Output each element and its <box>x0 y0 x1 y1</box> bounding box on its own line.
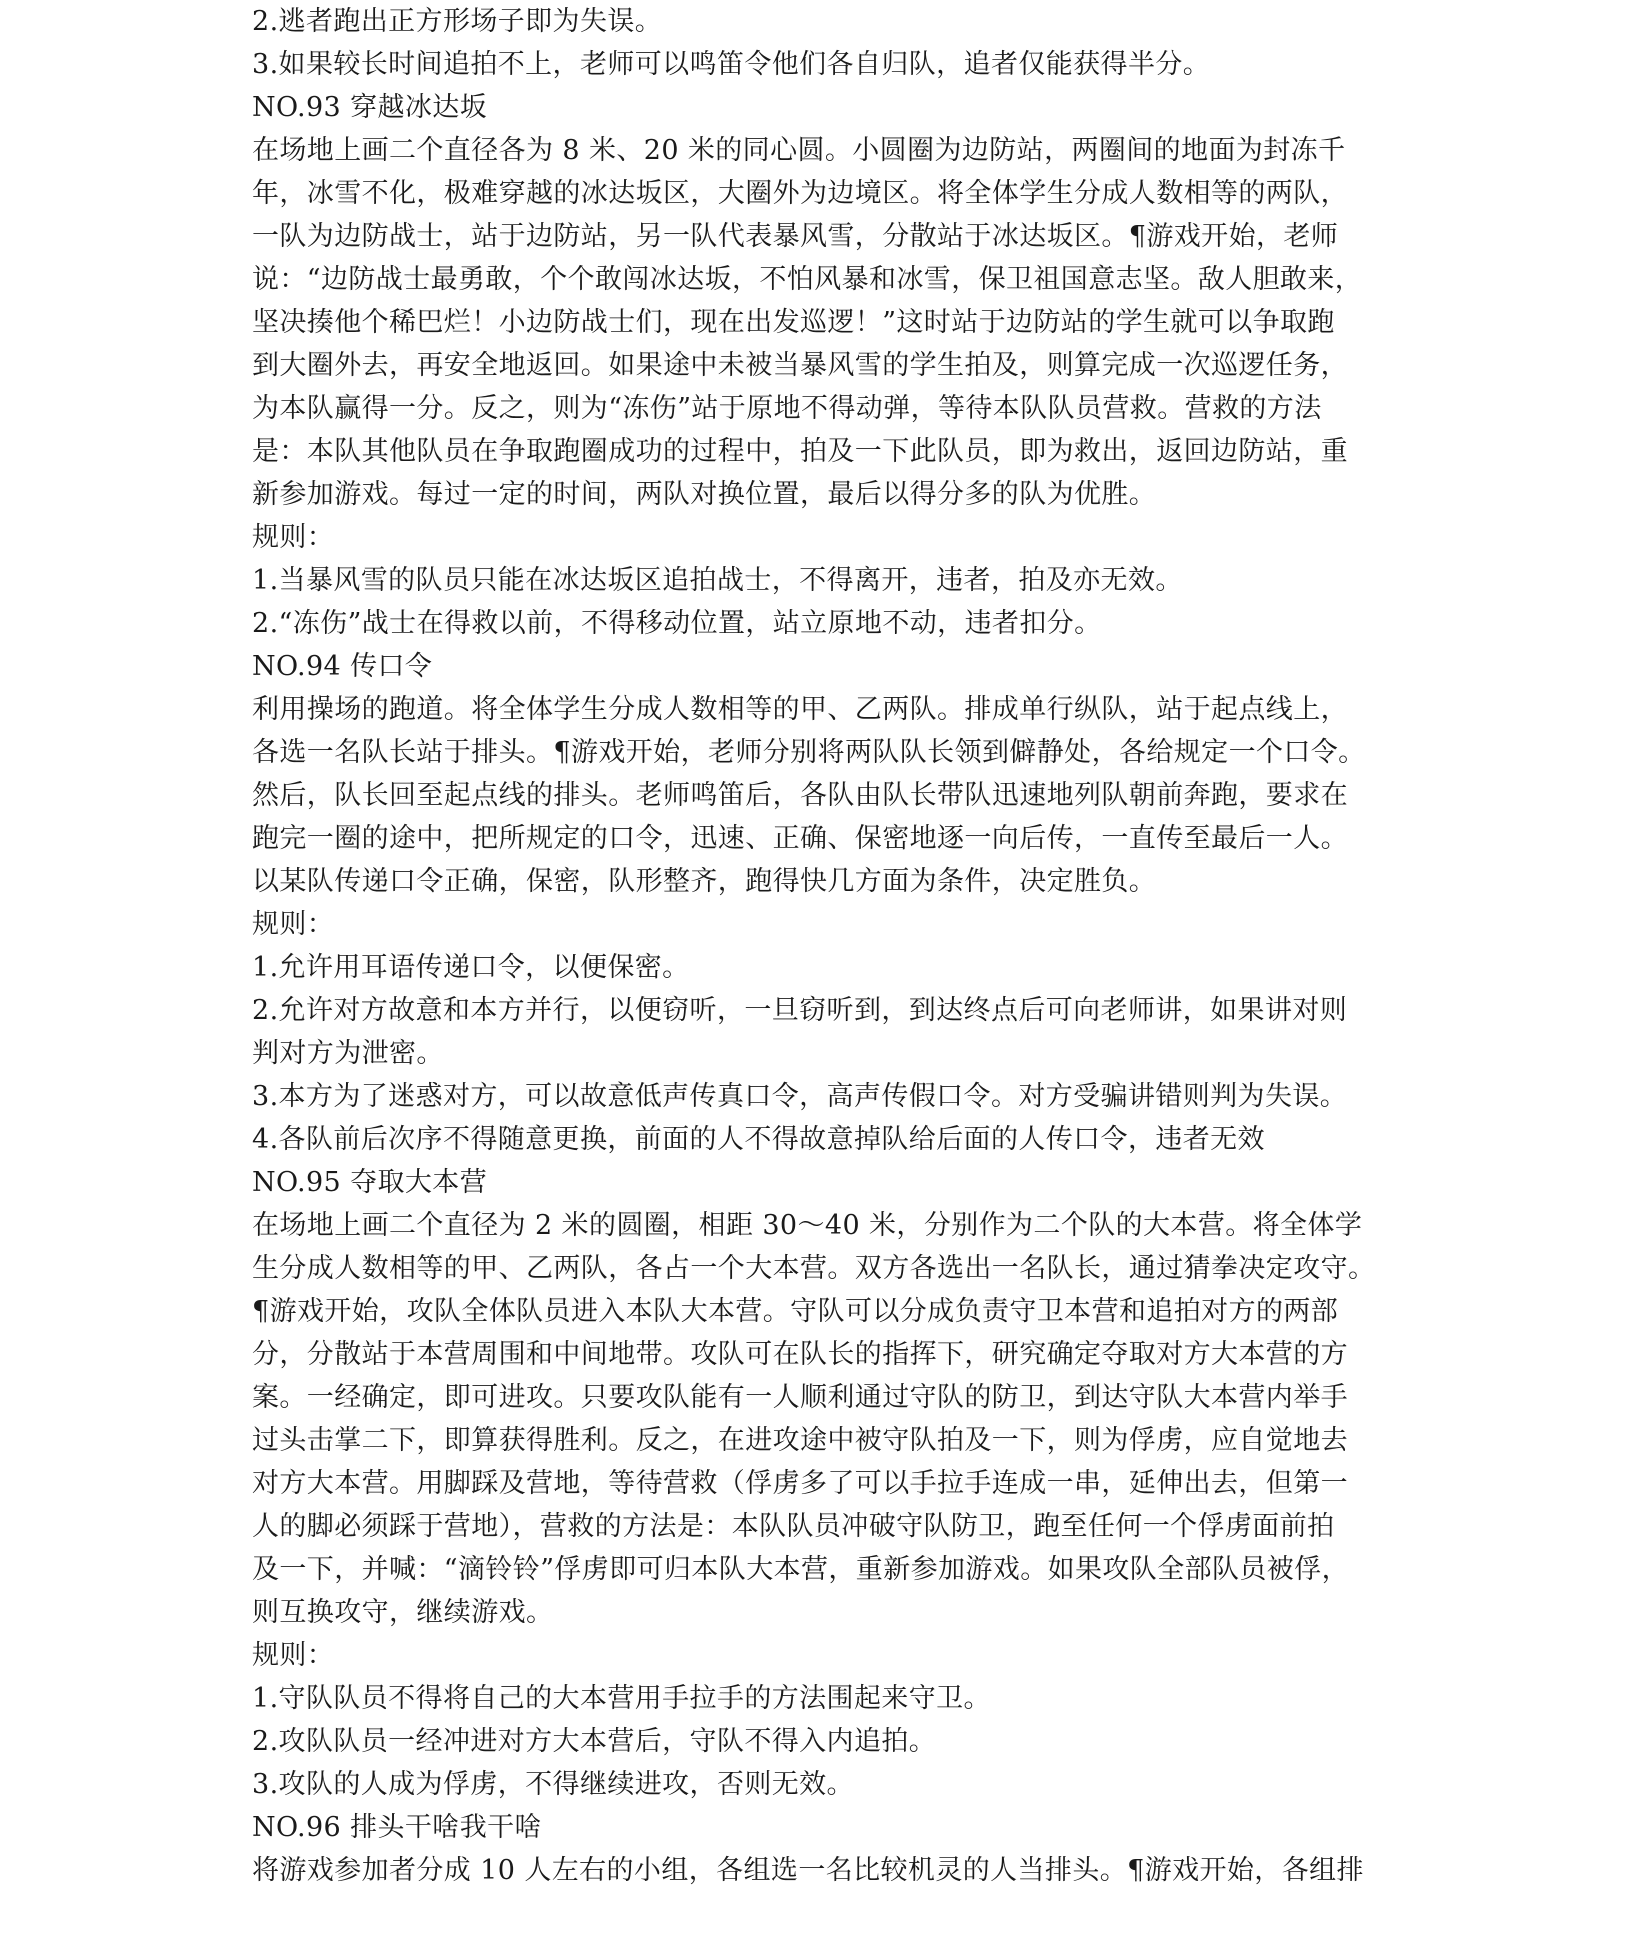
section-heading: 将游戏参加者分成 10 人左右的小组，各组选一名比较机灵的人当排头。¶游戏开始，各组排 <box>252 1855 1364 1886</box>
body-line: 坚决揍他个稀巴烂！小边防战士们，现在出发巡逻！”这时站于边防站的学生就可以争取跑 <box>252 307 1335 338</box>
rule-line: 2.逃者跑出正方形场子即为失误。 <box>252 6 663 37</box>
section-96 <box>252 1849 1412 1935</box>
body-line: 在场地上画二个直径为 2 米的圆圈，相距 30～40 米，分别作为二个队的大本营。将全体学 <box>252 1210 1363 1241</box>
section-heading: NO.93 穿越冰达坂 <box>252 92 488 123</box>
body-line: 及一下，并喊：“滴铃铃”俘虏即可归本队大本营，重新参加游戏。如果攻队全部队员被俘， <box>252 1554 1350 1585</box>
rules-heading: 规则： <box>252 522 335 553</box>
document-page <box>252 0 1412 1935</box>
rule-line: 3.本方为了迷惑对方，可以故意低声传真口令，高声传假口令。对方受骗讲错则判为失误。 <box>252 1081 1348 1112</box>
rule-line: 2.允许对方故意和本方并行，以便窃听，一旦窃听到，到达终点后可向老师讲，如果讲对则 <box>252 995 1348 1026</box>
section-94 <box>252 645 1412 1161</box>
section-heading: NO.94 传口令 <box>252 651 433 682</box>
body-line: 到大圈外去，再安全地返回。如果途中未被当暴风雪的学生拍及，则算完成一次巡逻任务， <box>252 350 1348 381</box>
body-line: 然后，队长回至起点线的排头。老师鸣笛后，各队由队长带队迅速地列队朝前奔跑，要求在 <box>252 780 1348 811</box>
body-line: ¶游戏开始，攻队全体队员进入本队大本营。守队可以分成负责守卫本营和追拍对方的两部 <box>252 1296 1339 1327</box>
body-line: 说：“边防战士最勇敢，个个敢闯冰达坂，不怕风暴和冰雪，保卫祖国意志坚。敌人胆敢来， <box>252 264 1363 295</box>
body-line: 分，分散站于本营周围和中间地带。攻队可在队长的指挥下，研究确定夺取对方大本营的方 <box>252 1339 1348 1370</box>
body-line: 年，冰雪不化，极难穿越的冰达坂区，大圈外为边境区。将全体学生分成人数相等的两队， <box>252 178 1348 209</box>
body-line: 在场地上画二个直径各为 8 米、20 米的同心圆。小圆圈为边防站，两圈间的地面为封冻千 <box>252 135 1346 166</box>
rule-line: 2.攻队队员一经冲进对方大本营后，守队不得入内追拍。 <box>252 1726 937 1757</box>
rules-heading: 1.守队队员不得将自己的大本营用手拉手的方法围起来守卫。 <box>252 1683 991 1714</box>
body-line: 对方大本营。用脚踩及营地，等待营救（俘虏多了可以手拉手连成一串，延伸出去，但第一 <box>252 1468 1348 1499</box>
rule-line: 4.各队前后次序不得随意更换，前面的人不得故意掉队给后面的人传口令，违者无效 <box>252 1124 1265 1155</box>
body-line: 是：本队其他队员在争取跑圈成功的过程中，拍及一下此队员，即为救出，返回边防站，重 <box>252 436 1348 467</box>
section-95 <box>252 1161 1412 1849</box>
body-line: 以某队传递口令正确，保密，队形整齐，跑得快几方面为条件，决定胜负。 <box>252 866 1157 897</box>
body-line: 过头击掌二下，即算获得胜利。反之，在进攻途中被守队拍及一下，则为俘虏，应自觉地去 <box>252 1425 1348 1456</box>
rule-line: 3.如果较长时间追拍不上，老师可以鸣笛令他们各自归队，追者仅能获得半分。 <box>252 49 1211 80</box>
body-line: 新参加游戏。每过一定的时间，两队对换位置，最后以得分多的队为优胜。 <box>252 479 1157 510</box>
body-line <box>252 1892 1412 1935</box>
rule-line: 1.当暴风雪的队员只能在冰达坂区追拍战士，不得离开，违者，拍及亦无效。 <box>252 565 1183 596</box>
body-line: 人的脚必须踩于营地），营救的方法是：本队队员冲破守队防卫，跑至任何一个俘虏面前拍 <box>252 1511 1335 1542</box>
body-line: 各选一名队长站于排头。¶游戏开始，老师分别将两队队长领到僻静处，各给规定一个口令。 <box>252 737 1366 768</box>
body-line: 一队为边防战士，站于边防站，另一队代表暴风雪，分散站于冰达坂区。¶游戏开始，老师 <box>252 221 1339 252</box>
body-line: 规则： <box>252 1640 335 1671</box>
rule-line: 2.“冻伤”战士在得救以前，不得移动位置，站立原地不动，违者扣分。 <box>252 608 1102 639</box>
section-93 <box>252 86 1412 645</box>
body-line: 案。一经确定，即可进攻。只要攻队能有一人顺利通过守队的防卫，到达守队大本营内举手 <box>252 1382 1348 1413</box>
body-line: 跑完一圈的途中，把所规定的口令，迅速、正确、保密地逐一向后传，一直传至最后一人。 <box>252 823 1348 854</box>
rule-line: NO.96 排头干啥我干啥 <box>252 1812 542 1843</box>
body-line: 生分成人数相等的甲、乙两队，各占一个大本营。双方各选出一名队长，通过猜拳决定攻守。 <box>252 1253 1376 1284</box>
rule-line: 判对方为泄密。 <box>252 1038 444 1069</box>
rule-line: 3.攻队的人成为俘虏，不得继续进攻，否则无效。 <box>252 1769 854 1800</box>
body-line: 则互换攻守，继续游戏。 <box>252 1597 554 1628</box>
rule-line: 1.允许用耳语传递口令，以便保密。 <box>252 952 690 983</box>
section-heading: NO.95 夺取大本营 <box>252 1167 488 1198</box>
rules-heading: 规则： <box>252 909 335 940</box>
body-line: 为本队赢得一分。反之，则为“冻伤”站于原地不得动弹，等待本队队员营救。营救的方法 <box>252 393 1322 424</box>
section-92-rules-tail <box>252 0 1412 86</box>
body-line: 利用操场的跑道。将全体学生分成人数相等的甲、乙两队。排成单行纵队，站于起点线上， <box>252 694 1348 725</box>
